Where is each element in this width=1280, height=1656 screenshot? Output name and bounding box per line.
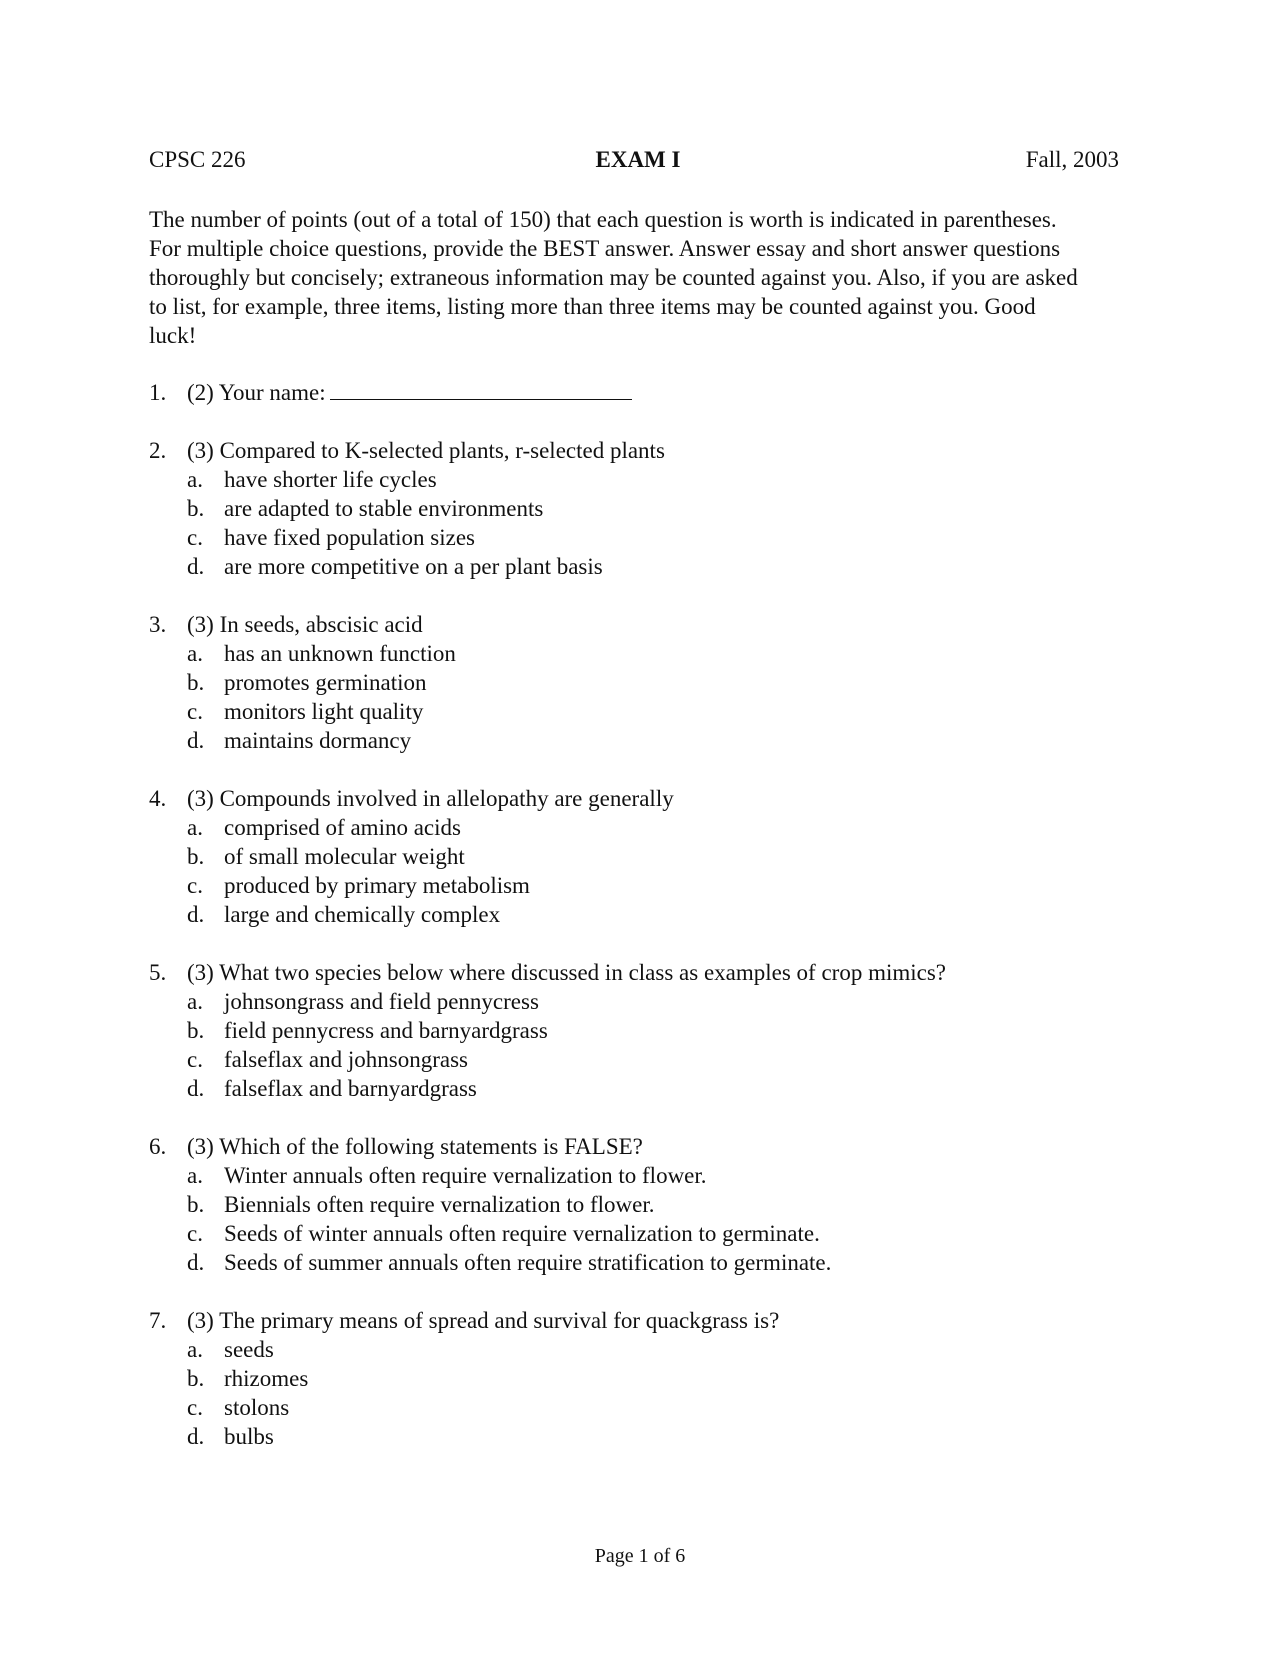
option-letter: d. — [187, 728, 205, 753]
answer-option — [149, 668, 1149, 697]
instructions-paragraph — [149, 205, 1149, 350]
answer-option — [149, 1422, 1149, 1451]
question-number: 4. — [149, 786, 167, 811]
question-2 — [149, 436, 1149, 581]
question-7 — [149, 1306, 1149, 1451]
question-4 — [149, 784, 1149, 929]
option-letter: d. — [187, 1250, 205, 1275]
option-text: Seeds of summer annuals often require stratification to germinate. — [224, 1250, 832, 1275]
question-stem — [149, 378, 1149, 407]
answer-option — [149, 552, 1149, 581]
exam-title: EXAM I — [595, 147, 681, 172]
page-number: Page 1 of 6 — [594, 1545, 686, 1567]
option-text: comprised of amino acids — [224, 815, 461, 840]
option-text: Winter annuals often require vernalization to flower. — [224, 1163, 707, 1188]
option-letter: b. — [187, 670, 205, 695]
option-text: maintains dormancy — [224, 728, 412, 753]
option-text: field pennycress and barnyardgrass — [224, 1018, 548, 1043]
option-letter: c. — [187, 873, 203, 898]
question-text: (3) Compounds involved in allelopathy are generally — [187, 786, 674, 811]
option-text: seeds — [224, 1337, 274, 1362]
option-text: of small molecular weight — [224, 844, 465, 869]
question-stem — [149, 958, 1149, 987]
instructions-line: thoroughly but concisely; extraneous information may be counted against you. Also, if you are asked — [149, 265, 1078, 290]
question-text: (3) Compared to K-selected plants, r-selected plants — [187, 438, 665, 463]
answer-option — [149, 987, 1149, 1016]
question-number: 5. — [149, 960, 167, 985]
question-text: (3) What two species below where discussed in class as examples of crop mimics? — [187, 960, 946, 985]
option-letter: b. — [187, 844, 205, 869]
option-text: falseflax and barnyardgrass — [224, 1076, 477, 1101]
question-text: (2) Your name: — [187, 380, 326, 405]
answer-option — [149, 900, 1149, 929]
option-letter: c. — [187, 1395, 203, 1420]
option-letter: a. — [187, 467, 203, 492]
question-stem — [149, 784, 1149, 813]
option-letter: c. — [187, 525, 203, 550]
option-letter: b. — [187, 1018, 205, 1043]
option-text: have shorter life cycles — [224, 467, 437, 492]
option-text: bulbs — [224, 1424, 274, 1449]
option-letter: d. — [187, 1076, 205, 1101]
option-text: has an unknown function — [224, 641, 456, 666]
name-blank-line[interactable] — [330, 379, 632, 400]
option-letter: c. — [187, 1221, 203, 1246]
option-text: produced by primary metabolism — [224, 873, 530, 898]
option-text: rhizomes — [224, 1366, 309, 1391]
question-number: 3. — [149, 612, 167, 637]
option-text: have fixed population sizes — [224, 525, 476, 550]
question-stem — [149, 1132, 1149, 1161]
question-stem — [149, 610, 1149, 639]
option-text: promotes germination — [224, 670, 427, 695]
option-text: johnsongrass and field pennycress — [224, 989, 539, 1014]
answer-option — [149, 1045, 1149, 1074]
question-number: 2. — [149, 438, 167, 463]
option-letter: a. — [187, 1337, 203, 1362]
answer-option — [149, 639, 1149, 668]
instructions-line: to list, for example, three items, listing more than three items may be counted against you. Good — [149, 294, 1036, 319]
question-text: (3) Which of the following statements is FALSE? — [187, 1134, 643, 1159]
question-stem — [149, 1306, 1149, 1335]
option-letter: a. — [187, 1163, 203, 1188]
exam-header — [149, 147, 1119, 181]
option-letter: c. — [187, 699, 203, 724]
answer-option — [149, 523, 1149, 552]
answer-option — [149, 1074, 1149, 1103]
answer-option — [149, 1161, 1149, 1190]
answer-option — [149, 1219, 1149, 1248]
question-list — [149, 378, 1149, 1480]
option-text: are more competitive on a per plant basis — [224, 554, 603, 579]
option-text: stolons — [224, 1395, 290, 1420]
instructions-line: For multiple choice questions, provide the BEST answer. Answer essay and short answer questions — [149, 236, 1061, 261]
question-6 — [149, 1132, 1149, 1277]
option-text: Biennials often require vernalization to flower. — [224, 1192, 655, 1217]
option-letter: a. — [187, 989, 203, 1014]
question-stem — [149, 436, 1149, 465]
answer-option — [149, 1016, 1149, 1045]
answer-option — [149, 813, 1149, 842]
answer-option — [149, 1190, 1149, 1219]
option-letter: b. — [187, 1366, 205, 1391]
answer-option — [149, 726, 1149, 755]
answer-option — [149, 1335, 1149, 1364]
option-text: monitors light quality — [224, 699, 424, 724]
question-text: (3) The primary means of spread and survival for quackgrass is? — [187, 1308, 780, 1333]
question-number: 1. — [149, 380, 167, 405]
answer-option — [149, 1364, 1149, 1393]
answer-option — [149, 871, 1149, 900]
question-number: 6. — [149, 1134, 167, 1159]
question-3 — [149, 610, 1149, 755]
question-text: (3) In seeds, abscisic acid — [187, 612, 423, 637]
instructions-line: luck! — [149, 323, 197, 348]
question-5 — [149, 958, 1149, 1103]
answer-option — [149, 697, 1149, 726]
option-text: are adapted to stable environments — [224, 496, 544, 521]
option-letter: d. — [187, 1424, 205, 1449]
question-number: 7. — [149, 1308, 167, 1333]
option-letter: a. — [187, 641, 203, 666]
option-letter: b. — [187, 496, 205, 521]
option-letter: d. — [187, 554, 205, 579]
option-letter: c. — [187, 1047, 203, 1072]
answer-option — [149, 1393, 1149, 1422]
option-text: falseflax and johnsongrass — [224, 1047, 468, 1072]
course-code: CPSC 226 — [149, 147, 246, 172]
answer-option — [149, 494, 1149, 523]
answer-option — [149, 842, 1149, 871]
exam-term: Fall, 2003 — [1025, 147, 1119, 172]
option-text: large and chemically complex — [224, 902, 501, 927]
option-letter: b. — [187, 1192, 205, 1217]
question-1 — [149, 378, 1149, 407]
answer-option — [149, 465, 1149, 494]
option-text: Seeds of winter annuals often require vernalization to germinate. — [224, 1221, 820, 1246]
option-letter: a. — [187, 815, 203, 840]
answer-option — [149, 1248, 1149, 1277]
instructions-line: The number of points (out of a total of 150) that each question is worth is indicated in parentheses. — [149, 207, 1057, 232]
option-letter: d. — [187, 902, 205, 927]
